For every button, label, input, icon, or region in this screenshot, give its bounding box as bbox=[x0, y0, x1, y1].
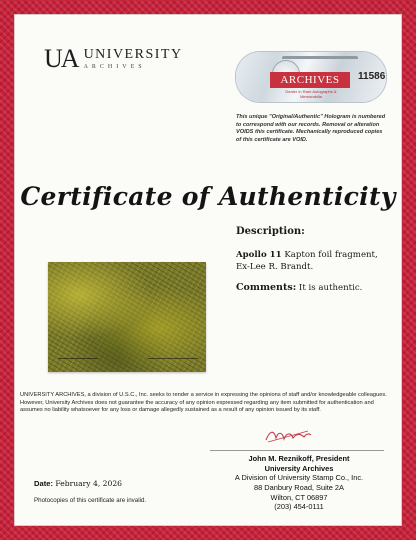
logo-subtitle: ARCHIVES bbox=[83, 64, 146, 70]
kapton-foil-fragment-image bbox=[48, 262, 206, 372]
signer-name: John M. Reznikoff, President bbox=[248, 454, 350, 463]
comments-line bbox=[236, 282, 386, 293]
description-section bbox=[236, 226, 386, 293]
key-icon bbox=[282, 56, 358, 69]
hologram-subtitle: Dealer In Rare Autographs & Memorabilia bbox=[285, 89, 337, 99]
signer-phone: (203) 454-0111 bbox=[274, 502, 324, 512]
description-text bbox=[236, 249, 386, 274]
logo-mark: UA bbox=[44, 44, 78, 73]
signature-line bbox=[210, 450, 384, 451]
disclaimer-text: UNIVERSITY ARCHIVES, a division of U.S.C., Inc. seeks to render a service in expressing the opinions of staff and/or knowledgeable colleagues. However, University Archives does not guarantee the accuracy of any opinion expressed regarding any item submitted for authentication and assumes no liability whatsoever for any loss or damage allegedly sustained as a result of any opinion issued by its staff. bbox=[20, 392, 387, 414]
certificate-title: Certificate of Authenticity bbox=[20, 182, 396, 211]
description-label: Description: bbox=[236, 226, 305, 237]
date-label: Date: bbox=[34, 479, 53, 488]
signer-organization: University Archives bbox=[264, 463, 334, 473]
signer-division: A Division of University Stamp Co., Inc. bbox=[234, 473, 364, 483]
fragment-signature bbox=[148, 344, 198, 359]
signer-address-line-1: 88 Danbury Road, Suite 2A bbox=[254, 482, 344, 492]
item-name: Apollo 11 bbox=[236, 250, 282, 260]
authenticity-hologram bbox=[236, 52, 386, 102]
handwritten-signature bbox=[264, 428, 312, 444]
photocopy-notice: Photocopies of this certificate are invalid. bbox=[34, 497, 147, 504]
university-archives-logo bbox=[44, 46, 183, 72]
signer-block bbox=[214, 454, 384, 512]
signer-address-line-2: Wilton, CT 06897 bbox=[270, 492, 328, 502]
hologram-banner: ARCHIVES bbox=[270, 72, 350, 88]
item-details: Kapton foil fragment, Ex-Lee R. Brandt. bbox=[236, 250, 378, 273]
hologram-note: This unique "Original/Authentic" Hologram is numbered to correspond with our records. Removal or alteration VOIDS this certificate. Mechanically reproduced copies of this certificate are VOID. bbox=[236, 114, 386, 143]
comments-label: Comments: bbox=[236, 281, 297, 293]
certificate-sheet bbox=[14, 14, 402, 526]
logo-text bbox=[84, 48, 183, 70]
handwritten-note bbox=[58, 342, 98, 359]
logo-word: UNIVERSITY bbox=[83, 47, 183, 62]
date-value: February 4, 2026 bbox=[53, 479, 122, 488]
certificate-date bbox=[34, 479, 122, 488]
hologram-serial-number: 11586 bbox=[358, 71, 386, 82]
comments-text: It is authentic. bbox=[296, 282, 363, 293]
